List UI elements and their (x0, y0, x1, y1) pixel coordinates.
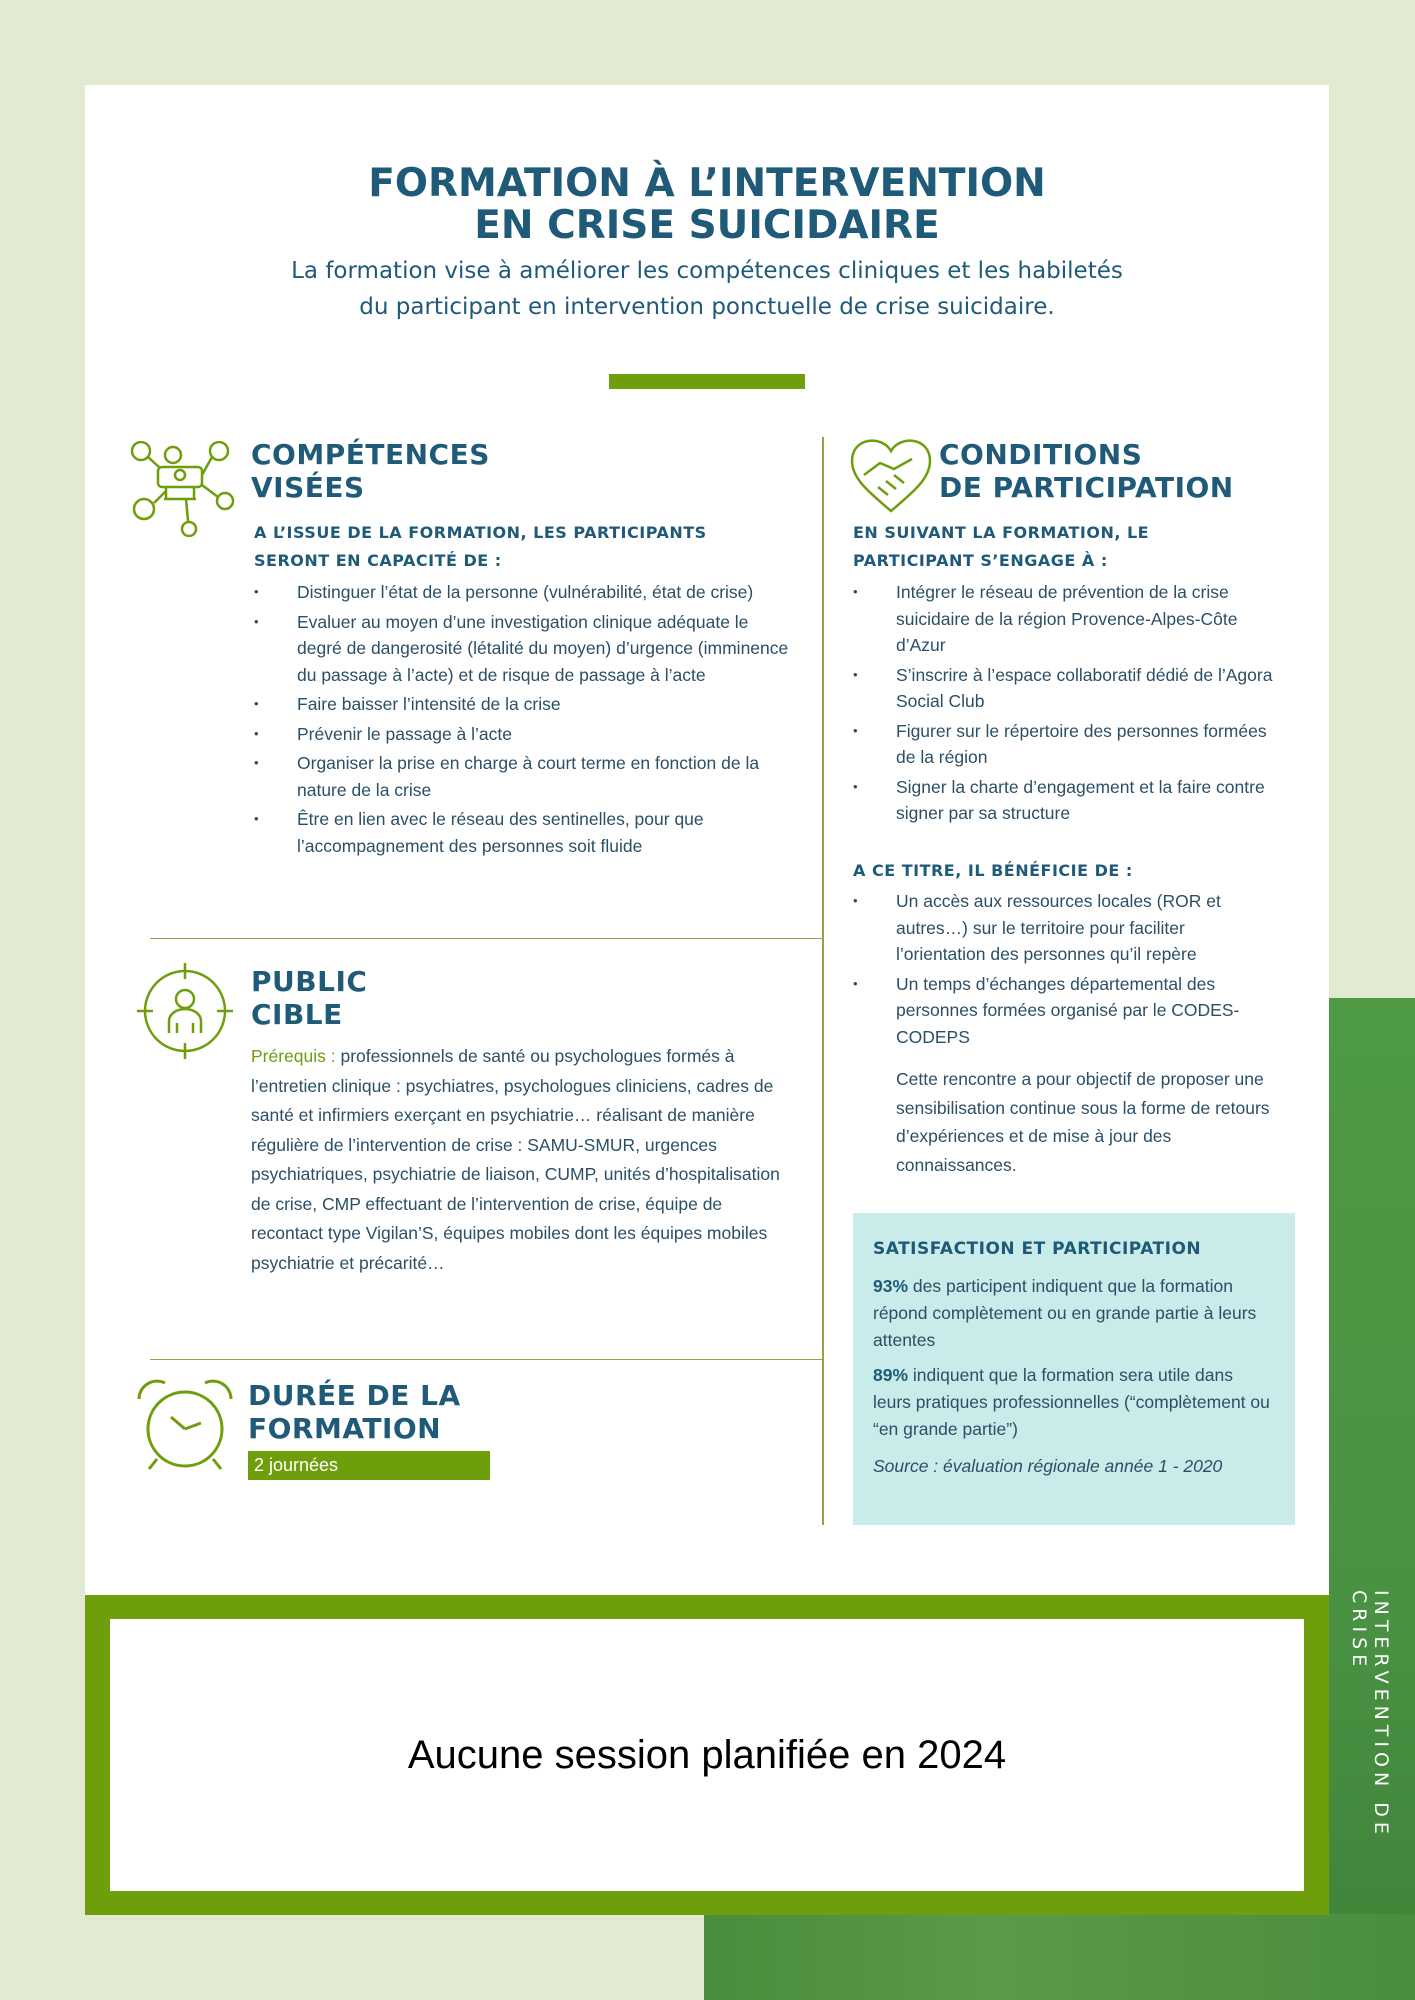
subtitle-line-2: du participant en intervention ponctuelle de crise suicidaire. (359, 294, 1055, 320)
handshake-heart-icon (848, 435, 934, 515)
satisfaction-stat-1 (873, 1273, 1275, 1354)
stat-2-value: 89% (873, 1365, 909, 1385)
conditions-title-line-1: CONDITIONS (939, 438, 1143, 471)
target-person-icon (137, 963, 233, 1059)
competences-intro-line-1: A L’ISSUE DE LA FORMATION, LES PARTICIPANTS (254, 523, 707, 542)
title-line-1: FORMATION À L’INTERVENTION (368, 161, 1046, 206)
network-people-icon (130, 441, 238, 537)
list-item: • Distinguer l’état de la personne (vulnérabilité, état de crise) (254, 579, 794, 606)
competences-intro (254, 519, 707, 575)
competences-intro-line-2: SERONT EN CAPACITÉ DE : (254, 551, 502, 570)
public-title-line-1: PUBLIC (251, 965, 368, 998)
bottom-green-band (704, 1914, 1415, 2000)
conditions-intro (853, 519, 1149, 575)
list-item: • Être en lien avec le réseau des sentinelles, pour que l’accompagnement des personnes soit fluide (254, 806, 794, 859)
list-item: • Un temps d’échanges départemental des personnes formées organisé par le CODES-CODEPS (853, 971, 1278, 1051)
prereq-label: Prérequis : (251, 1046, 336, 1066)
session-panel (110, 1619, 1304, 1891)
stat-1-value: 93% (873, 1276, 909, 1296)
alarm-clock-icon (135, 1377, 235, 1473)
list-item: • Organiser la prise en charge à court terme en fonction de la nature de la crise (254, 750, 794, 803)
subtitle-line-1: La formation vise à améliorer les compétences cliniques et les habiletés (291, 258, 1123, 284)
duree-title (248, 1379, 461, 1445)
benefits-heading: A CE TITRE, IL BÉNÉFICIE DE : (853, 861, 1133, 880)
column-divider (822, 437, 824, 1525)
list-item: • Un accès aux ressources locales (ROR et autres…) sur le territoire pour faciliter l’orientation des personnes qu’il repère (853, 888, 1278, 968)
accent-divider (609, 374, 805, 389)
satisfaction-stat-2 (873, 1362, 1275, 1443)
public-prereq (251, 1042, 796, 1278)
conditions-intro-line-2: PARTICIPANT S’ENGAGE À : (853, 551, 1108, 570)
side-label: INTERVENTION DE CRISE (1348, 1590, 1392, 1839)
benefits-list (853, 888, 1278, 1053)
competences-title-line-2: VISÉES (251, 471, 365, 504)
main-card (85, 85, 1329, 1597)
satisfaction-source: Source : évaluation régionale année 1 - 2020 (873, 1456, 1223, 1476)
public-title (251, 965, 367, 1031)
stat-2-text: indiquent que la formation sera utile dans leurs pratiques professionnelles (“complètement ou “en grande partie”) (873, 1365, 1270, 1439)
public-title-line-2: CIBLE (251, 998, 343, 1031)
prereq-text: professionnels de santé ou psychologues formés à l’entretien clinique : psychiatres, psychologues cliniciens, cadres de santé et infirmiers exerçant en psychiatrie… réalisant de manière régulière de l’intervention de crise : SAMU-SMUR, urgences psychiatriques, psychiatrie de liaison, CUMP, unités d’hospitalisation de crise, CMP effectuant de l’intervention de crise, équipe de recontact type Vigilan’S, équipes mobiles dont les équipes mobiles psychiatrie et précarité… (251, 1046, 780, 1273)
duration-badge: 2 journées (248, 1451, 490, 1480)
page-subtitle (185, 253, 1229, 325)
duree-title-line-2: FORMATION (248, 1412, 442, 1445)
session-frame (85, 1595, 1329, 1915)
list-item: • Faire baisser l’intensité de la crise (254, 691, 794, 718)
satisfaction-title: SATISFACTION ET PARTICIPATION (873, 1239, 1202, 1259)
list-item: • Signer la charte d’engagement et la faire contre signer par sa structure (853, 774, 1278, 827)
title-line-2: EN CRISE SUICIDAIRE (474, 203, 940, 248)
competences-list (254, 579, 794, 862)
list-item: • S’inscrire à l’espace collaboratif dédié de l’Agora Social Club (853, 662, 1278, 715)
list-item: • Intégrer le réseau de prévention de la crise suicidaire de la région Provence-Alpes-Côte d’Azur (853, 579, 1278, 659)
stat-1-text: des participent indiquent que la formation répond complètement ou en grande partie à leurs attentes (873, 1276, 1257, 1350)
benefits-note: Cette rencontre a pour objectif de proposer une sensibilisation continue sous la forme de retours d’expériences et de mise à jour des connaissances. (896, 1069, 1270, 1175)
list-item: • Figurer sur le répertoire des personnes formées de la région (853, 718, 1278, 771)
conditions-title-line-2: DE PARTICIPATION (939, 471, 1234, 504)
competences-title (251, 438, 490, 504)
competences-title-line-1: COMPÉTENCES (251, 438, 490, 471)
session-notice: Aucune session planifiée en 2024 (407, 1733, 1007, 1777)
conditions-intro-line-1: EN SUIVANT LA FORMATION, LE (853, 523, 1150, 542)
conditions-list (853, 579, 1278, 830)
list-item: • Evaluer au moyen d’une investigation clinique adéquate le degré de dangerosité (létalité du moyen) d’urgence (imminence du passage à l’acte) et de risque de passage à l’acte (254, 609, 794, 689)
satisfaction-box (853, 1213, 1295, 1525)
conditions-title (939, 438, 1234, 504)
list-item: • Prévenir le passage à l’acte (254, 721, 794, 748)
section-divider-2 (150, 1359, 823, 1360)
section-divider-1 (150, 938, 823, 939)
page-title (85, 163, 1329, 247)
duree-title-line-1: DURÉE DE LA (248, 1379, 461, 1412)
